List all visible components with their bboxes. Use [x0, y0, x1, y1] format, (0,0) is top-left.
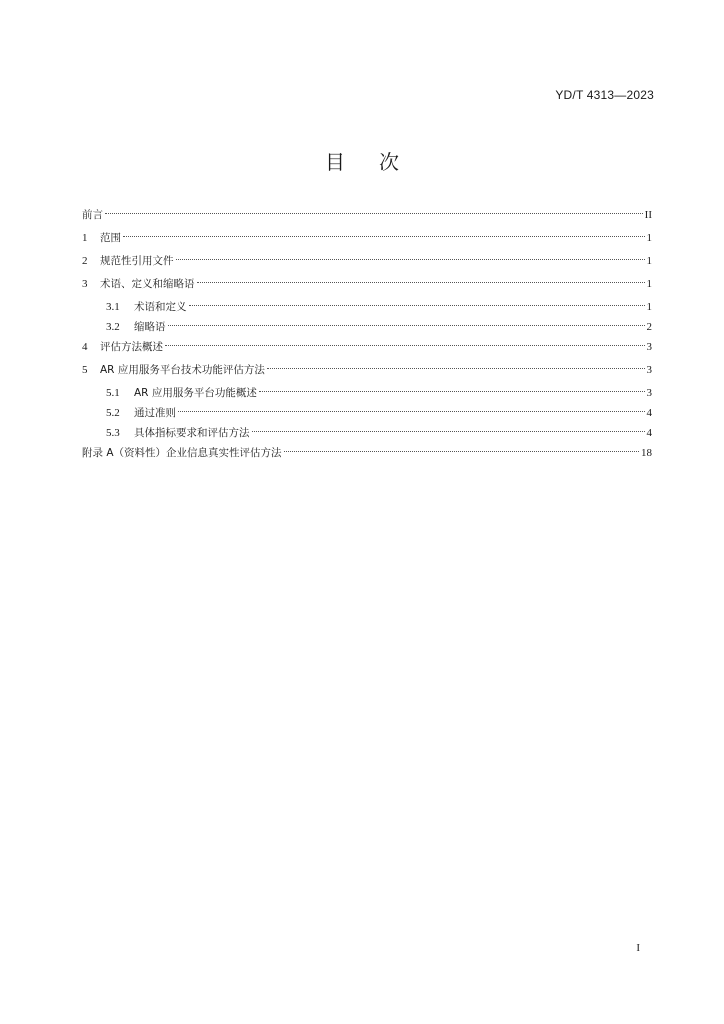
toc-label: 附录 A（资料性）企业信息真实性评估方法	[82, 447, 282, 459]
dot-leader	[178, 411, 645, 412]
toc-number: 3.1	[106, 301, 120, 313]
dot-leader	[168, 325, 645, 326]
toc-number: 2	[82, 255, 88, 267]
toc-page: II	[644, 209, 652, 221]
toc-number: 1	[82, 232, 88, 244]
toc-page: 3	[646, 364, 652, 376]
toc-page: 1	[646, 301, 652, 313]
toc-label: 缩略语	[134, 321, 166, 333]
toc-label: 术语和定义	[134, 301, 187, 313]
toc-number: 5.1	[106, 387, 120, 399]
toc-number: 5.3	[106, 427, 120, 439]
toc-page: 3	[646, 387, 652, 399]
page-number: I	[636, 942, 640, 954]
toc-label: 具体指标要求和评估方法	[134, 427, 250, 439]
toc-page: 4	[646, 407, 652, 419]
dot-leader	[259, 391, 645, 392]
toc-entry-appendix-a[interactable]	[82, 443, 652, 463]
toc-label: AR 应用服务平台功能概述	[134, 387, 257, 399]
toc-entry-5-3[interactable]	[82, 423, 652, 443]
dot-leader	[176, 259, 645, 260]
toc-number: 3.2	[106, 321, 120, 333]
toc-entry-5-2[interactable]	[82, 403, 652, 423]
toc-label: 通过准则	[134, 407, 176, 419]
toc-entry-3-1[interactable]	[82, 297, 652, 317]
toc-page: 1	[646, 232, 652, 244]
toc-number: 5.2	[106, 407, 120, 419]
toc-entry-foreword[interactable]	[82, 205, 652, 225]
toc-label: 术语、定义和缩略语	[100, 278, 195, 290]
toc-page: 4	[646, 427, 652, 439]
toc-label: 评估方法概述	[100, 341, 163, 353]
dot-leader	[284, 451, 639, 452]
toc-entry-3-2[interactable]	[82, 317, 652, 337]
toc-number: 5	[82, 364, 88, 376]
dot-leader	[165, 345, 645, 346]
dot-leader	[267, 368, 645, 369]
toc-page: 18	[641, 447, 652, 459]
toc-label: 范围	[100, 232, 121, 244]
toc-label: 规范性引用文件	[100, 255, 174, 267]
dot-leader	[252, 431, 645, 432]
dot-leader	[123, 236, 645, 237]
toc-page: 3	[646, 341, 652, 353]
toc-number: 4	[82, 341, 88, 353]
toc-entry-5[interactable]	[82, 360, 652, 380]
toc-label: 前言	[82, 209, 103, 221]
toc-entry-3[interactable]	[82, 274, 652, 294]
toc-number: 3	[82, 278, 88, 290]
toc-page: 1	[646, 278, 652, 290]
standard-number: YD/T 4313—2023	[555, 88, 654, 102]
toc-page: 1	[646, 255, 652, 267]
dot-leader	[105, 213, 643, 214]
dot-leader	[189, 305, 645, 306]
toc-entry-4[interactable]	[82, 337, 652, 357]
toc-entry-2[interactable]	[82, 251, 652, 271]
toc-title: 目次	[325, 150, 433, 174]
toc-page: 2	[646, 321, 652, 333]
toc-entry-5-1[interactable]	[82, 383, 652, 403]
toc-entry-1[interactable]	[82, 228, 652, 248]
dot-leader	[197, 282, 645, 283]
table-of-contents	[82, 205, 652, 466]
toc-label: AR 应用服务平台技术功能评估方法	[100, 364, 265, 376]
